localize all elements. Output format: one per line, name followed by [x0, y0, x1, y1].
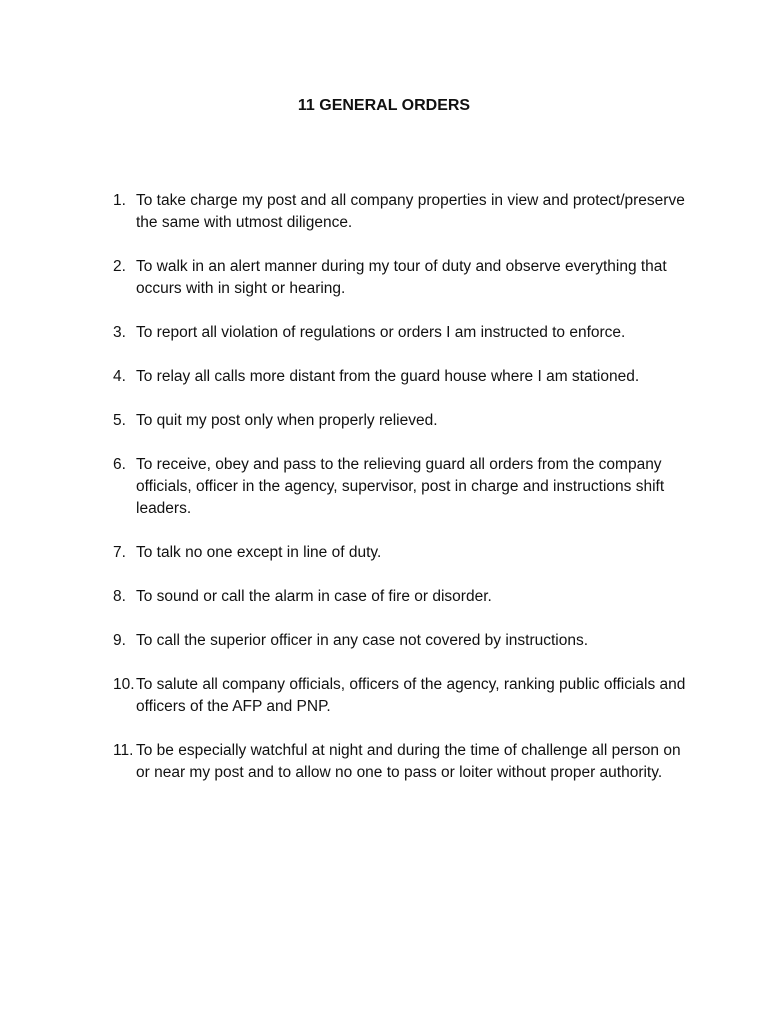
page-title: 11 GENERAL ORDERS — [297, 97, 471, 114]
list-item-number: 4. — [113, 368, 126, 385]
list-item-number: 5. — [113, 412, 126, 429]
list-item-text: To salute all company officials, officers of the agency, ranking public officials and officers of the AFP and PNP. — [136, 676, 686, 715]
list-item — [113, 410, 693, 432]
list-item-text: To relay all calls more distant from the guard house where I am stationed. — [136, 368, 640, 385]
list-item — [113, 256, 693, 300]
list-item-text: To call the superior officer in any case not covered by instructions. — [136, 632, 589, 649]
list-item — [113, 542, 693, 564]
list-item-number: 1. — [113, 192, 126, 209]
list-item-number: 6. — [113, 456, 126, 473]
list-item-text: To quit my post only when properly relieved. — [136, 412, 438, 429]
list-item-text: To receive, obey and pass to the relieving guard all orders from the company officials, officer in the agency, supervisor, post in charge and instructions shift leaders. — [136, 456, 665, 517]
list-item-number: 11. — [113, 742, 134, 759]
list-item — [113, 674, 693, 718]
list-item-number: 9. — [113, 632, 126, 649]
list-item-number: 3. — [113, 324, 126, 341]
list-item-text: To sound or call the alarm in case of fire or disorder. — [136, 588, 492, 605]
list-item-number: 8. — [113, 588, 126, 605]
list-item — [113, 322, 693, 344]
list-item-text: To be especially watchful at night and during the time of challenge all person on or near my post and to allow no one to pass or loiter without proper authority. — [136, 742, 681, 781]
list-item-text: To talk no one except in line of duty. — [136, 544, 382, 561]
list-item — [113, 586, 693, 608]
list-item-text: To take charge my post and all company properties in view and protect/preserve the same with utmost diligence. — [136, 192, 685, 231]
list-item-number: 7. — [113, 544, 126, 561]
list-item-text: To walk in an alert manner during my tour of duty and observe everything that occurs with in sight or hearing. — [136, 258, 667, 297]
list-item-number: 2. — [113, 258, 126, 275]
list-item — [113, 190, 693, 234]
list-item — [113, 740, 693, 784]
list-item — [113, 454, 693, 520]
list-item — [113, 366, 693, 388]
list-item-text: To report all violation of regulations or orders I am instructed to enforce. — [136, 324, 626, 341]
general-orders-list — [113, 190, 693, 806]
list-item — [113, 630, 693, 652]
list-item-number: 10. — [113, 676, 135, 693]
